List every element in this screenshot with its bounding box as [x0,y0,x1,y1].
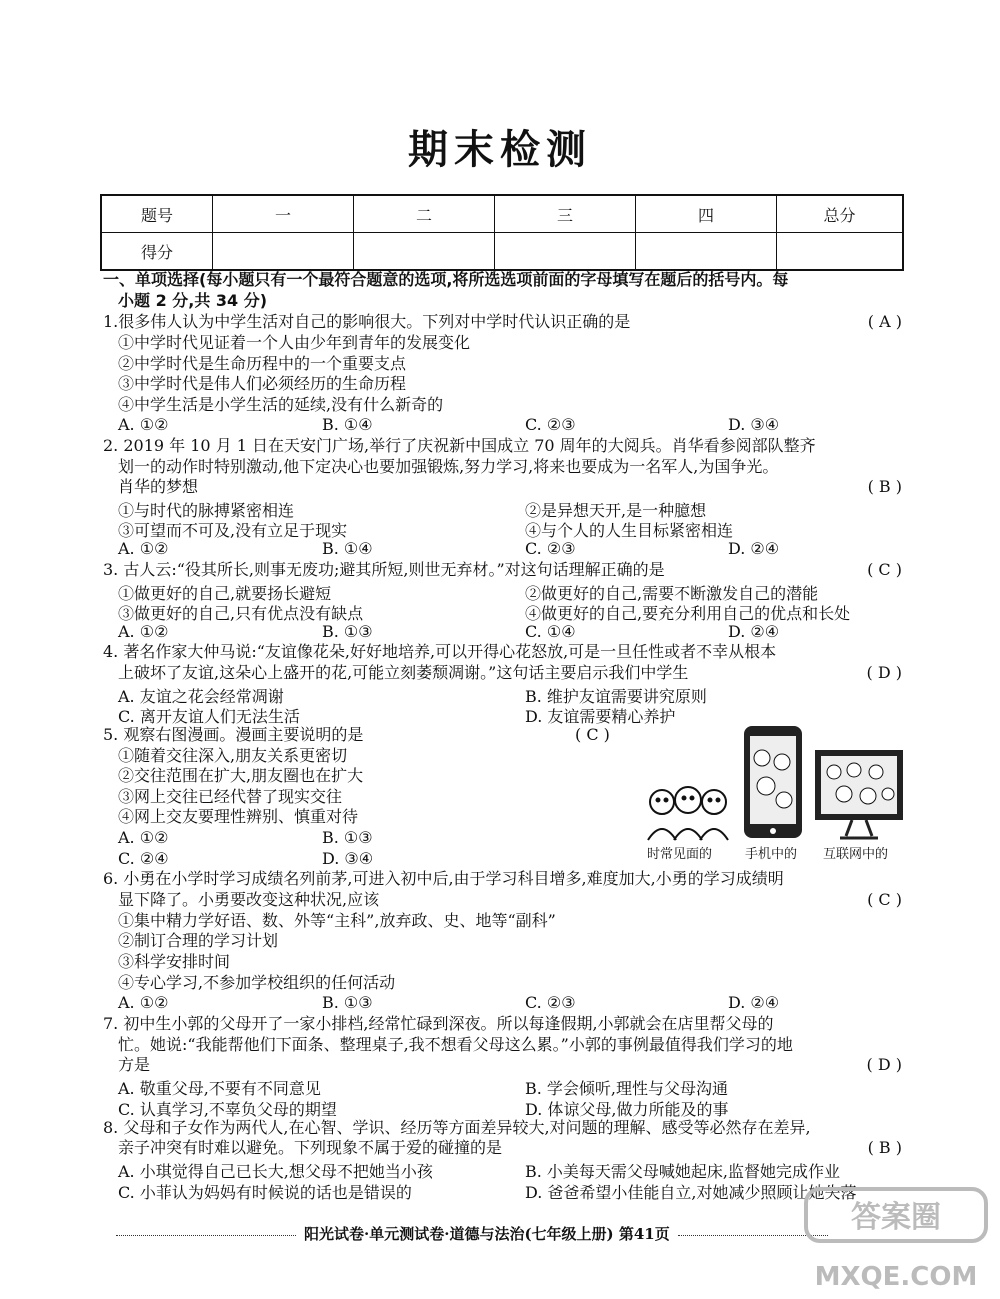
section-heading: 小题 2 分,共 34 分) [118,291,268,310]
question-stem: 划一的动作时特别激动,他下定决心也要加强锻炼,努力学习,将来也要成为一名军人,为国争光。 [118,457,779,476]
option: A. ①② [118,415,169,434]
answer: ( B ) [867,477,902,496]
list-item: ③做更好的自己,只有优点没有缺点 [118,604,364,623]
answer: ( C ) [867,560,902,579]
list-item: ①集中精力学好语、数、外等“主科”,放弃政、史、地等“副科” [118,911,556,930]
option: C. ②③ [525,539,576,558]
table-cell: 三 [495,195,636,233]
option: A. ①② [118,993,169,1012]
question-stem: 上破坏了友谊,这朵心上盛开的花,可能立刻萎颓凋谢。”这句话主要启示我们中学生 [118,663,689,682]
caption: 手机中的 [745,847,798,862]
question-stem: 方是 [118,1055,151,1074]
monitor-drawing [815,750,903,838]
option: A. ①② [118,828,169,847]
table-cell: 二 [354,195,495,233]
question-stem: 8. 父母和子女作为两代人,在心智、学识、经历等方面差异较大,对问题的理解、感受等必然存在差异, [103,1118,811,1137]
list-item: ④专心学习,不参加学校组织的任何活动 [118,973,396,992]
option: A. 友谊之花会经常凋谢 [118,687,284,706]
table-cell: 四 [636,195,777,233]
table-cell: 题号 [101,195,213,233]
page-title: 期末检测 [408,127,592,173]
option: B. ①③ [322,828,373,847]
list-item: ④做更好的自己,要充分利用自己的优点和长处 [525,604,851,623]
question-stem: 3. 古人云:“役其所长,则事无废功;避其所短,则世无弃材。”对这句话理解正确的是 [103,560,665,579]
list-item: ②是异想天开,是一种臆想 [525,501,707,520]
option: B. ①③ [322,993,373,1012]
option: B. ①④ [322,539,373,558]
option: C. ①④ [525,622,576,641]
option: A. 小琪觉得自己已长大,想父母不把她当小孩 [118,1162,433,1181]
list-item: ②交往范围在扩大,朋友圈也在扩大 [118,766,364,785]
option: B. 学会倾听,理性与父母沟通 [525,1079,729,1098]
question-stem: 肖华的梦想 [118,477,199,496]
list-item: ②做更好的自己,需要不断激发自己的潜能 [525,584,819,603]
caption: 互联网中的 [823,847,889,862]
list-item: ①做更好的自己,就要扬长避短 [118,584,332,603]
option: A. ①② [118,622,169,641]
score-table-score-row [101,233,903,271]
table-cell [213,233,354,271]
table-cell [495,233,636,271]
option: D. ②④ [728,622,780,641]
table-cell [354,233,495,271]
list-item: ③科学安排时间 [118,952,231,971]
table-cell [777,233,904,271]
score-table [100,194,904,271]
answer: ( D ) [866,1055,902,1074]
option: C. 离开友谊人们无法生活 [118,707,300,726]
option: B. ①④ [322,415,373,434]
phone-drawing [744,726,802,838]
friends-group-drawing [648,787,728,840]
option: D. ②④ [728,539,780,558]
question-stem: 4. 著名作家大仲马说:“友谊像花朵,好好地培养,可以开得心花怒放,可是一旦任性或者不幸从根本 [103,642,777,661]
table-cell: 一 [213,195,354,233]
list-item: ④中学生活是小学生活的延续,没有什么新奇的 [118,395,444,414]
option: C. 小菲认为妈妈有时候说的话也是错误的 [118,1183,412,1202]
option: C. ②③ [525,415,576,434]
question-stem: 显下降了。小勇要改变这种状况,应该 [118,890,380,909]
list-item: ①中学时代见证着一个人由少年到青年的发展变化 [118,333,471,352]
option: D. ②④ [728,993,780,1012]
section-heading: 一、单项选择(每小题只有一个最符合题意的选项,将所选选项前面的字母填写在题后的括号内。每 [103,270,789,289]
answer: ( A ) [867,312,902,331]
option: D. ③④ [322,849,374,868]
watermark-text: MXQE.COM [814,1262,978,1292]
caption: 时常见面的 [647,847,713,862]
answer: ( C ) [867,890,902,909]
list-item: ③可望而不可及,没有立足于现实 [118,521,348,540]
list-item: ④网上交友要理性辨别、慎重对待 [118,807,359,826]
option: D. 体谅父母,做力所能及的事 [525,1100,729,1119]
list-item: ③网上交往已经代替了现实交往 [118,787,343,806]
answer: ( B ) [867,1138,902,1157]
table-cell: 得分 [101,233,213,271]
list-item: ②中学时代是生命历程中的一个重要支点 [118,354,407,373]
question-stem: 2. 2019 年 10 月 1 日在天安门广场,举行了庆祝新中国成立 70 周年的大阅兵。肖华看参阅部队整齐 [103,436,816,455]
table-cell: 总分 [777,195,904,233]
footer-text: 阳光试卷·单元测试卷·道德与法治(七年级上册) 第41页 [304,1225,670,1243]
question-stem: 忙。她说:“我能帮他们下面条、整理桌子,我不想看父母这么累。”小郭的事例最值得我们学习的地 [118,1035,793,1054]
option: D. ③④ [728,415,780,434]
list-item: ①随着交往深入,朋友关系更密切 [118,746,348,765]
option: D. 友谊需要精心养护 [525,707,676,726]
option: C. ②④ [118,849,169,868]
table-cell [636,233,777,271]
page-footer [108,1223,898,1244]
option: B. ①③ [322,622,373,641]
list-item: ③中学时代是伟人们必须经历的生命历程 [118,374,407,393]
question-stem: 5. 观察右图漫画。漫画主要说明的是 [103,725,364,744]
watermark-logo [800,1185,995,1295]
option: A. ①② [118,539,169,558]
list-item: ②制订合理的学习计划 [118,931,279,950]
answer: ( D ) [866,663,902,682]
option: C. ②③ [525,993,576,1012]
option: C. 认真学习,不辜负父母的期望 [118,1100,337,1119]
option: A. 敬重父母,不要有不同意见 [118,1079,321,1098]
question-stem: 亲子冲突有时难以避免。下列现象不属于爱的碰撞的是 [118,1138,503,1157]
list-item: ④与个人的人生目标紧密相连 [525,521,734,540]
question-stem: 7. 初中生小郭的父母开了一家小排档,经常忙碌到深夜。所以每逢假期,小郭就会在店里帮父母的 [103,1014,774,1033]
friendship-cartoon [640,722,905,844]
list-item: ①与时代的脉搏紧密相连 [118,501,295,520]
score-table-header-row [101,195,903,233]
answer: ( C ) [575,725,610,744]
question-stem: 1.很多伟人认为中学生活对自己的影响很大。下列对中学时代认识正确的是 [103,312,631,331]
svg-text:答案圈: 答案圈 [851,1200,941,1235]
question-stem: 6. 小勇在小学时学习成绩名列前茅,可进入初中后,由于学习科目增多,难度加大,小勇的学习成绩明 [103,869,784,888]
footer-dotted-rule [116,1235,296,1236]
option: B. 维护友谊需要讲究原则 [525,687,707,706]
option: D. 爸爸希望小佳能自立,对她减少照顾让她失落 [525,1183,857,1202]
option: B. 小美每天需父母喊她起床,监督她完成作业 [525,1162,841,1181]
